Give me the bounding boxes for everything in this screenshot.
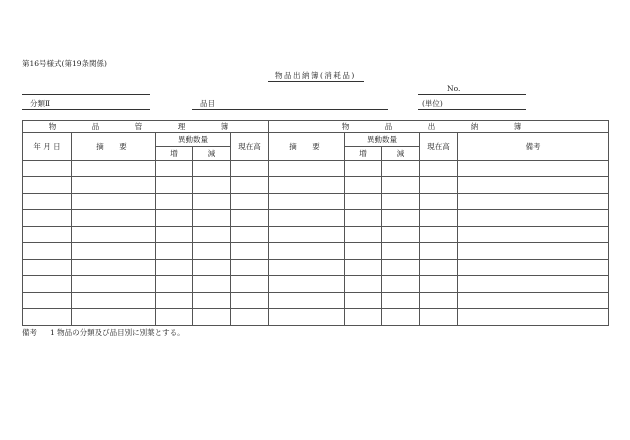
- table-row: [23, 210, 609, 227]
- table-cell[interactable]: [231, 259, 269, 276]
- table-row: [23, 177, 609, 194]
- document-title: 物品出納簿(消耗品): [275, 71, 356, 80]
- table-cell[interactable]: [23, 160, 72, 177]
- table-cell[interactable]: [23, 177, 72, 194]
- table-cell[interactable]: [193, 276, 231, 293]
- table-cell[interactable]: [382, 292, 420, 309]
- number-underline: [418, 94, 526, 95]
- table-cell[interactable]: [269, 309, 345, 326]
- table-cell[interactable]: [193, 292, 231, 309]
- top-left-underline: [22, 94, 150, 95]
- table-cell[interactable]: [156, 276, 193, 293]
- item-underline: [192, 109, 388, 110]
- table-cell[interactable]: [72, 226, 156, 243]
- category-label: 分類Ⅱ: [30, 99, 51, 108]
- col-current-left: 現在高: [231, 133, 269, 160]
- table-row: [23, 292, 609, 309]
- table-cell[interactable]: [382, 243, 420, 260]
- table-cell[interactable]: [382, 210, 420, 227]
- table-cell[interactable]: [193, 309, 231, 326]
- table-cell[interactable]: [420, 177, 458, 194]
- table-cell[interactable]: [72, 160, 156, 177]
- col-current-right: 現在高: [420, 133, 458, 160]
- table-cell[interactable]: [458, 292, 609, 309]
- table-cell[interactable]: [231, 210, 269, 227]
- table-cell[interactable]: [231, 226, 269, 243]
- table-cell[interactable]: [382, 259, 420, 276]
- table-cell[interactable]: [420, 276, 458, 293]
- table-cell[interactable]: [231, 177, 269, 194]
- table-cell[interactable]: [193, 210, 231, 227]
- table-cell[interactable]: [458, 226, 609, 243]
- item-label: 品目: [200, 99, 215, 108]
- table-cell[interactable]: [156, 243, 193, 260]
- table-cell[interactable]: [420, 226, 458, 243]
- table-cell[interactable]: [269, 292, 345, 309]
- table-cell[interactable]: [156, 226, 193, 243]
- table-row: [23, 243, 609, 260]
- table-cell[interactable]: [458, 259, 609, 276]
- table-cell[interactable]: [269, 193, 345, 210]
- title-underline: [268, 81, 364, 82]
- table-cell[interactable]: [23, 193, 72, 210]
- col-change-qty-left: 異動数量: [156, 133, 231, 147]
- table-cell[interactable]: [345, 160, 382, 177]
- table-cell[interactable]: [382, 276, 420, 293]
- table-cell[interactable]: [420, 309, 458, 326]
- category-underline: [22, 109, 150, 110]
- table-cell[interactable]: [382, 309, 420, 326]
- table-cell[interactable]: [23, 226, 72, 243]
- unit-underline: [418, 109, 526, 110]
- table-cell[interactable]: [156, 177, 193, 194]
- form-number: 第16号様式(第19条関係): [22, 59, 107, 68]
- table-cell[interactable]: [193, 226, 231, 243]
- table-cell[interactable]: [193, 243, 231, 260]
- table-cell[interactable]: [231, 243, 269, 260]
- table-cell[interactable]: [420, 210, 458, 227]
- table-cell[interactable]: [156, 259, 193, 276]
- table-row: [23, 193, 609, 210]
- section-header-management: 物 品 管 理 簿: [23, 121, 269, 133]
- table-cell[interactable]: [420, 160, 458, 177]
- table-row: [23, 226, 609, 243]
- col-increase-right: 増: [345, 147, 382, 161]
- table-row: [23, 309, 609, 326]
- table-cell[interactable]: [72, 243, 156, 260]
- number-label: No.: [447, 84, 461, 93]
- col-summary-left: 摘 要: [72, 133, 156, 160]
- table-cell[interactable]: [72, 259, 156, 276]
- table-row: [23, 276, 609, 293]
- section-header-ledger: 物 品 出 納 簿: [269, 121, 609, 133]
- table-cell[interactable]: [269, 160, 345, 177]
- table-cell[interactable]: [345, 193, 382, 210]
- table-cell[interactable]: [345, 309, 382, 326]
- table-cell[interactable]: [231, 292, 269, 309]
- footnote-label: 備考: [22, 328, 37, 337]
- col-date: 年 月 日: [23, 133, 72, 160]
- table-cell[interactable]: [458, 243, 609, 260]
- table-cell[interactable]: [382, 160, 420, 177]
- table-cell[interactable]: [458, 276, 609, 293]
- table-cell[interactable]: [345, 210, 382, 227]
- table-cell[interactable]: [156, 193, 193, 210]
- table-cell[interactable]: [72, 193, 156, 210]
- table-cell[interactable]: [382, 193, 420, 210]
- col-change-qty-right: 異動数量: [345, 133, 420, 147]
- table-cell[interactable]: [269, 243, 345, 260]
- table-cell[interactable]: [23, 243, 72, 260]
- table-cell[interactable]: [420, 243, 458, 260]
- table-cell[interactable]: [458, 177, 609, 194]
- table-cell[interactable]: [458, 160, 609, 177]
- table-cell[interactable]: [231, 160, 269, 177]
- table-cell[interactable]: [420, 259, 458, 276]
- table-cell[interactable]: [420, 193, 458, 210]
- table-cell[interactable]: [458, 193, 609, 210]
- table-cell[interactable]: [345, 243, 382, 260]
- table-cell[interactable]: [231, 193, 269, 210]
- table-cell[interactable]: [156, 292, 193, 309]
- table-cell[interactable]: [231, 309, 269, 326]
- col-increase-left: 増: [156, 147, 193, 161]
- table-cell[interactable]: [23, 292, 72, 309]
- table-cell[interactable]: [156, 160, 193, 177]
- table-cell[interactable]: [420, 292, 458, 309]
- table-cell[interactable]: [72, 276, 156, 293]
- table-cell[interactable]: [23, 309, 72, 326]
- table-cell[interactable]: [458, 210, 609, 227]
- table-cell[interactable]: [345, 259, 382, 276]
- unit-label: (単位): [422, 99, 443, 108]
- col-summary-right: 摘 要: [269, 133, 345, 160]
- table-cell[interactable]: [193, 160, 231, 177]
- table-cell[interactable]: [23, 276, 72, 293]
- table-cell[interactable]: [23, 259, 72, 276]
- col-decrease-left: 減: [193, 147, 231, 161]
- table-cell[interactable]: [72, 177, 156, 194]
- table-cell[interactable]: [458, 309, 609, 326]
- col-decrease-right: 減: [382, 147, 420, 161]
- table-cell[interactable]: [193, 193, 231, 210]
- table-cell[interactable]: [382, 177, 420, 194]
- table-cell[interactable]: [269, 276, 345, 293]
- col-remarks: 備考: [458, 133, 609, 160]
- table-cell[interactable]: [156, 309, 193, 326]
- table-cell[interactable]: [23, 210, 72, 227]
- ledger-table: [22, 120, 609, 326]
- table-cell[interactable]: [269, 210, 345, 227]
- table-cell[interactable]: [345, 276, 382, 293]
- table-cell[interactable]: [345, 177, 382, 194]
- table-cell[interactable]: [156, 210, 193, 227]
- table-cell[interactable]: [269, 259, 345, 276]
- table-cell[interactable]: [231, 276, 269, 293]
- table-row: [23, 160, 609, 177]
- table-cell[interactable]: [193, 259, 231, 276]
- table-cell[interactable]: [72, 309, 156, 326]
- table-cell[interactable]: [345, 292, 382, 309]
- table-cell[interactable]: [345, 226, 382, 243]
- table-cell[interactable]: [269, 226, 345, 243]
- table-cell[interactable]: [72, 210, 156, 227]
- table-row: [23, 259, 609, 276]
- table-cell[interactable]: [269, 177, 345, 194]
- table-cell[interactable]: [72, 292, 156, 309]
- table-cell[interactable]: [193, 177, 231, 194]
- footnote-text: 1 物品の分類及び品目別に別葉とする。: [50, 328, 185, 337]
- table-cell[interactable]: [382, 226, 420, 243]
